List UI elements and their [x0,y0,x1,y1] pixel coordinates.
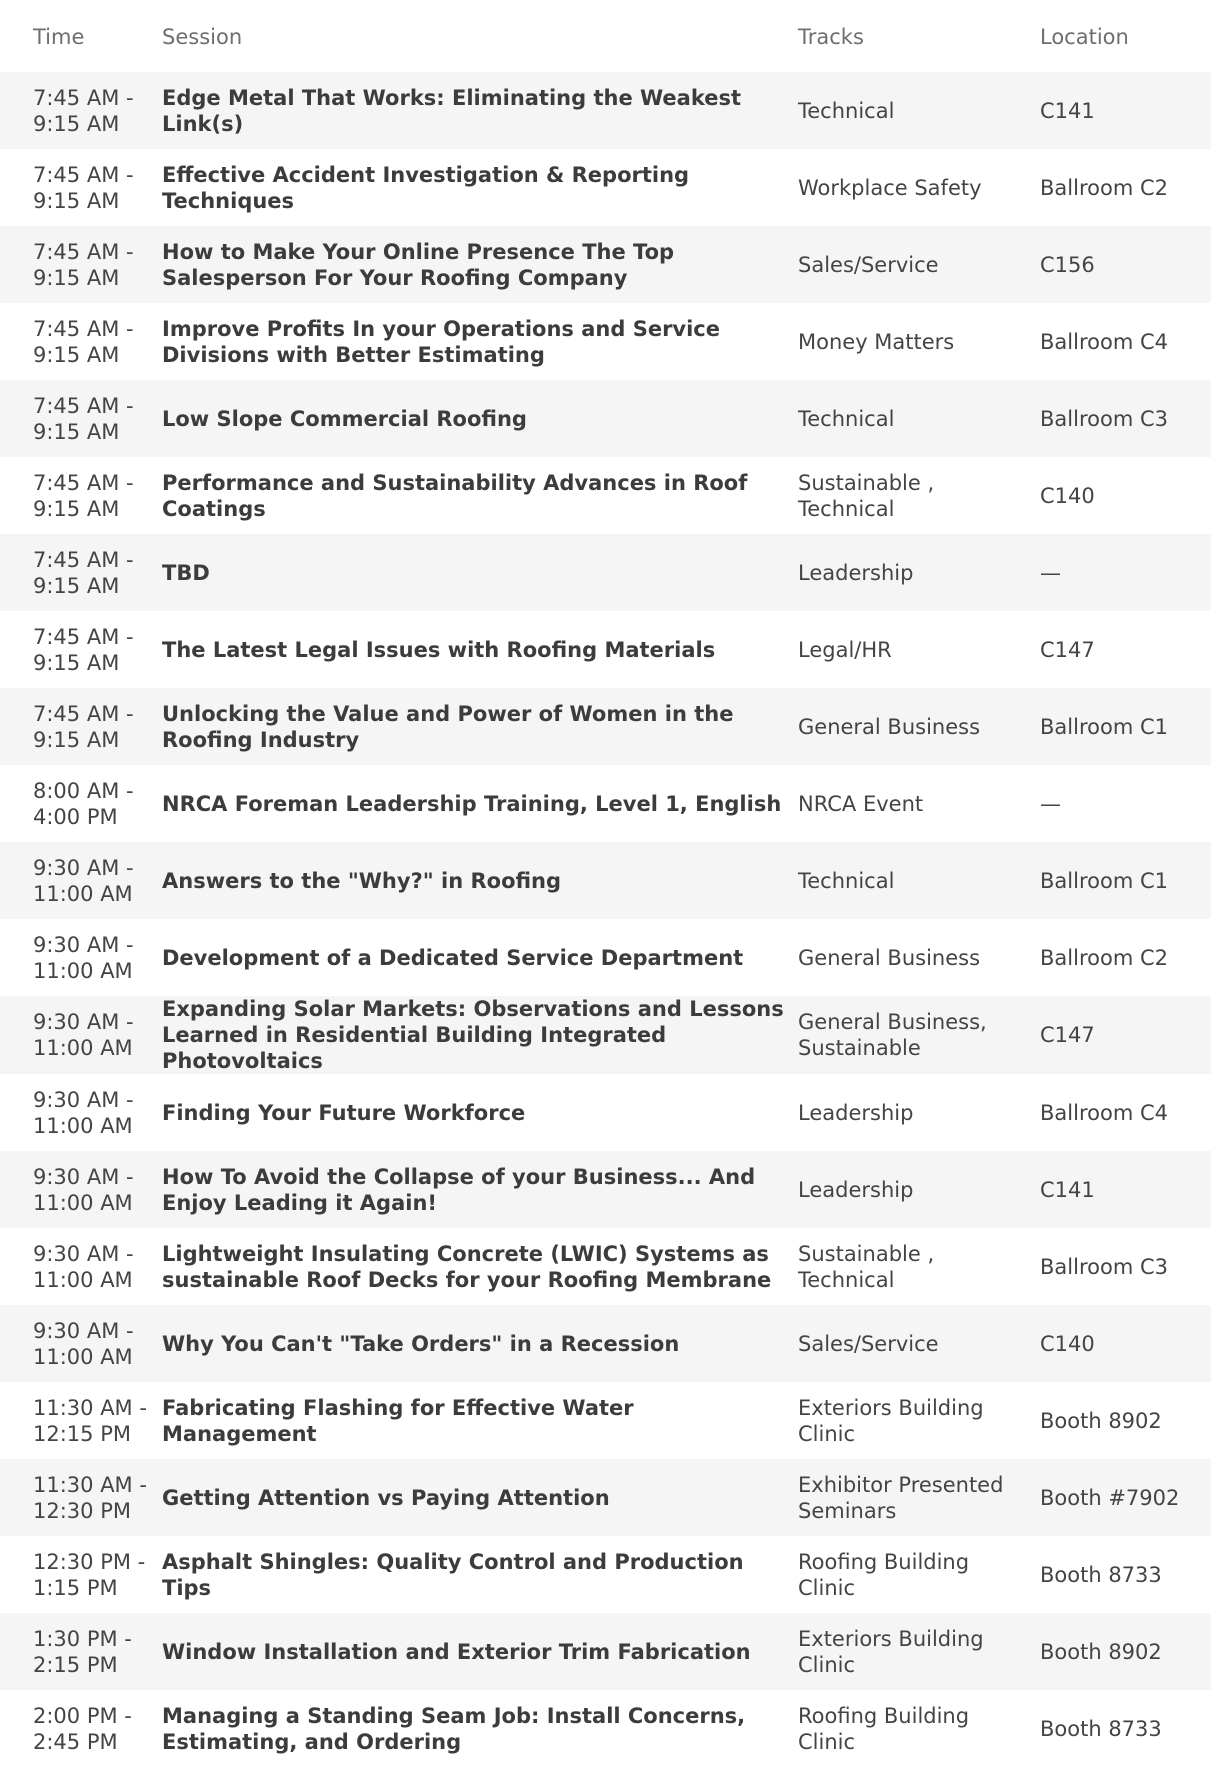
location-cell: Booth 8902 [1040,1408,1162,1433]
column-header-time[interactable]: Time [33,25,85,49]
table-row[interactable] [0,1305,1211,1382]
session-title-link[interactable]: Managing a Standing Seam Job: Install Concerns, Estimating, and Ordering [162,1703,746,1754]
table-row[interactable] [0,1613,1211,1690]
tracks-cell: Technical [798,98,895,123]
column-header-location[interactable]: Location [1040,25,1129,49]
table-row[interactable] [0,72,1211,149]
session-title-link[interactable]: How To Avoid the Collapse of your Business... And Enjoy Leading it Again! [162,1164,756,1215]
time-cell: 9:30 AM - 11:00 AM [33,1164,134,1215]
tracks-cell: Leadership [798,560,914,585]
tracks-cell: General Business [798,714,981,739]
location-cell: — [1040,560,1061,585]
table-row[interactable] [0,842,1211,919]
location-cell: Ballroom C1 [1040,714,1168,739]
time-cell: 9:30 AM - 11:00 AM [33,1241,134,1292]
session-title-link[interactable]: Performance and Sustainability Advances in Roof Coatings [162,470,748,521]
time-cell: 7:45 AM - 9:15 AM [33,85,134,136]
time-cell: 7:45 AM - 9:15 AM [33,547,134,598]
table-row[interactable] [0,1074,1211,1151]
session-title-link[interactable]: The Latest Legal Issues with Roofing Materials [162,637,716,662]
tracks-cell: Exteriors Building Clinic [798,1395,984,1446]
tracks-cell: Leadership [798,1177,914,1202]
location-cell: Ballroom C2 [1040,945,1168,970]
table-row[interactable] [0,1459,1211,1536]
session-title-link[interactable]: Improve Profits In your Operations and Service Divisions with Better Estimating [162,316,720,367]
session-title-link[interactable]: Why You Can't "Take Orders" in a Recession [162,1331,680,1356]
location-cell: Ballroom C1 [1040,868,1168,893]
location-cell: C140 [1040,483,1095,508]
time-cell: 8:00 AM - 4:00 PM [33,778,134,829]
time-cell: 7:45 AM - 9:15 AM [33,470,134,521]
location-cell: Booth 8733 [1040,1562,1162,1587]
session-title-link[interactable]: Finding Your Future Workforce [162,1100,526,1125]
table-row[interactable] [0,149,1211,226]
time-cell: 12:30 PM - 1:15 PM [33,1549,146,1600]
tracks-cell: Sustainable , Technical [798,470,935,521]
location-cell: C140 [1040,1331,1095,1356]
table-row[interactable] [0,1690,1211,1767]
table-row[interactable] [0,1536,1211,1613]
table-row[interactable] [0,765,1211,842]
tracks-cell: General Business, Sustainable [798,1010,987,1060]
tracks-cell: Roofing Building Clinic [798,1703,970,1754]
time-cell: 7:45 AM - 9:15 AM [33,624,134,675]
time-cell: 9:30 AM - 11:00 AM [33,1010,134,1060]
tracks-cell: Workplace Safety [798,175,982,200]
table-row[interactable] [0,534,1211,611]
session-title-link[interactable]: Edge Metal That Works: Eliminating the Weakest Link(s) [162,85,742,136]
location-cell: Booth #7902 [1040,1485,1180,1510]
time-cell: 7:45 AM - 9:15 AM [33,393,134,444]
tracks-cell: Roofing Building Clinic [798,1549,970,1600]
tracks-cell: Leadership [798,1100,914,1125]
tracks-cell: General Business [798,945,981,970]
table-row[interactable] [0,1228,1211,1305]
table-row[interactable] [0,919,1211,996]
tracks-cell: Money Matters [798,329,955,354]
location-cell: C156 [1040,252,1095,277]
location-cell: C141 [1040,98,1095,123]
location-cell: C141 [1040,1177,1095,1202]
tracks-cell: Sales/Service [798,1331,939,1356]
session-title-link[interactable]: Development of a Dedicated Service Department [162,945,744,970]
location-cell: Ballroom C3 [1040,1254,1168,1279]
location-cell: — [1040,791,1061,816]
time-cell: 7:45 AM - 9:15 AM [33,239,134,290]
column-header-session[interactable]: Session [162,25,243,49]
table-row[interactable] [0,457,1211,534]
time-cell: 11:30 AM - 12:30 PM [33,1472,147,1523]
time-cell: 9:30 AM - 11:00 AM [33,932,134,983]
time-cell: 7:45 AM - 9:15 AM [33,162,134,213]
location-cell: Ballroom C4 [1040,1100,1168,1125]
session-title-link[interactable]: Fabricating Flashing for Effective Water Management [162,1395,634,1446]
time-cell: 7:45 AM - 9:15 AM [33,701,134,752]
session-title-link[interactable]: Getting Attention vs Paying Attention [162,1485,610,1510]
location-cell: Booth 8733 [1040,1716,1162,1741]
session-title-link[interactable]: Answers to the "Why?" in Roofing [162,868,562,893]
time-cell: 9:30 AM - 11:00 AM [33,1087,134,1138]
table-row[interactable] [0,380,1211,457]
tracks-cell: Sales/Service [798,252,939,277]
time-cell: 9:30 AM - 11:00 AM [33,855,134,906]
table-header-row [0,0,1211,72]
table-row[interactable] [0,1151,1211,1228]
session-title-link[interactable]: Low Slope Commercial Roofing [162,406,527,431]
table-row[interactable] [0,611,1211,688]
time-cell: 9:30 AM - 11:00 AM [33,1318,134,1369]
location-cell: Booth 8902 [1040,1639,1162,1664]
time-cell: 11:30 AM - 12:15 PM [33,1395,147,1446]
session-title-link[interactable]: Expanding Solar Markets: Observations and Lessons Learned in Residential Building Integrated Photovoltaics [162,997,784,1073]
tracks-cell: Exteriors Building Clinic [798,1626,984,1677]
session-title-link[interactable]: Unlocking the Value and Power of Women in the Roofing Industry [162,701,734,752]
time-cell: 1:30 PM - 2:15 PM [33,1626,132,1677]
session-title-link[interactable]: Effective Accident Investigation & Reporting Techniques [162,162,690,213]
tracks-cell: Technical [798,406,895,431]
location-cell: Ballroom C4 [1040,329,1168,354]
column-header-tracks[interactable]: Tracks [798,25,864,49]
session-title-link[interactable]: NRCA Foreman Leadership Training, Level 1, English [162,791,782,816]
table-row[interactable] [0,226,1211,303]
tracks-cell: NRCA Event [798,791,924,816]
location-cell: Ballroom C3 [1040,406,1168,431]
session-title-link[interactable]: TBD [162,560,210,585]
tracks-cell: Technical [798,868,895,893]
tracks-cell: Sustainable , Technical [798,1241,935,1292]
table-row[interactable] [0,1382,1211,1459]
table-row[interactable] [0,688,1211,765]
table-row[interactable] [0,303,1211,380]
session-title-link[interactable]: Window Installation and Exterior Trim Fabrication [162,1639,751,1664]
session-title-link[interactable]: How to Make Your Online Presence The Top Salesperson For Your Roofing Company [162,239,675,290]
schedule-rows [0,72,1211,1767]
location-cell: Ballroom C2 [1040,175,1168,200]
location-cell: C147 [1040,1023,1095,1047]
location-cell: C147 [1040,637,1095,662]
tracks-cell: Exhibitor Presented Seminars [798,1472,1004,1523]
time-cell: 7:45 AM - 9:15 AM [33,316,134,367]
tracks-cell: Legal/HR [798,637,892,662]
session-title-link[interactable]: Asphalt Shingles: Quality Control and Production Tips [162,1549,744,1600]
session-title-link[interactable]: Lightweight Insulating Concrete (LWIC) Systems as sustainable Roof Decks for your Roofing Membrane [162,1241,772,1292]
table-row[interactable] [0,996,1211,1074]
time-cell: 2:00 PM - 2:45 PM [33,1703,132,1754]
